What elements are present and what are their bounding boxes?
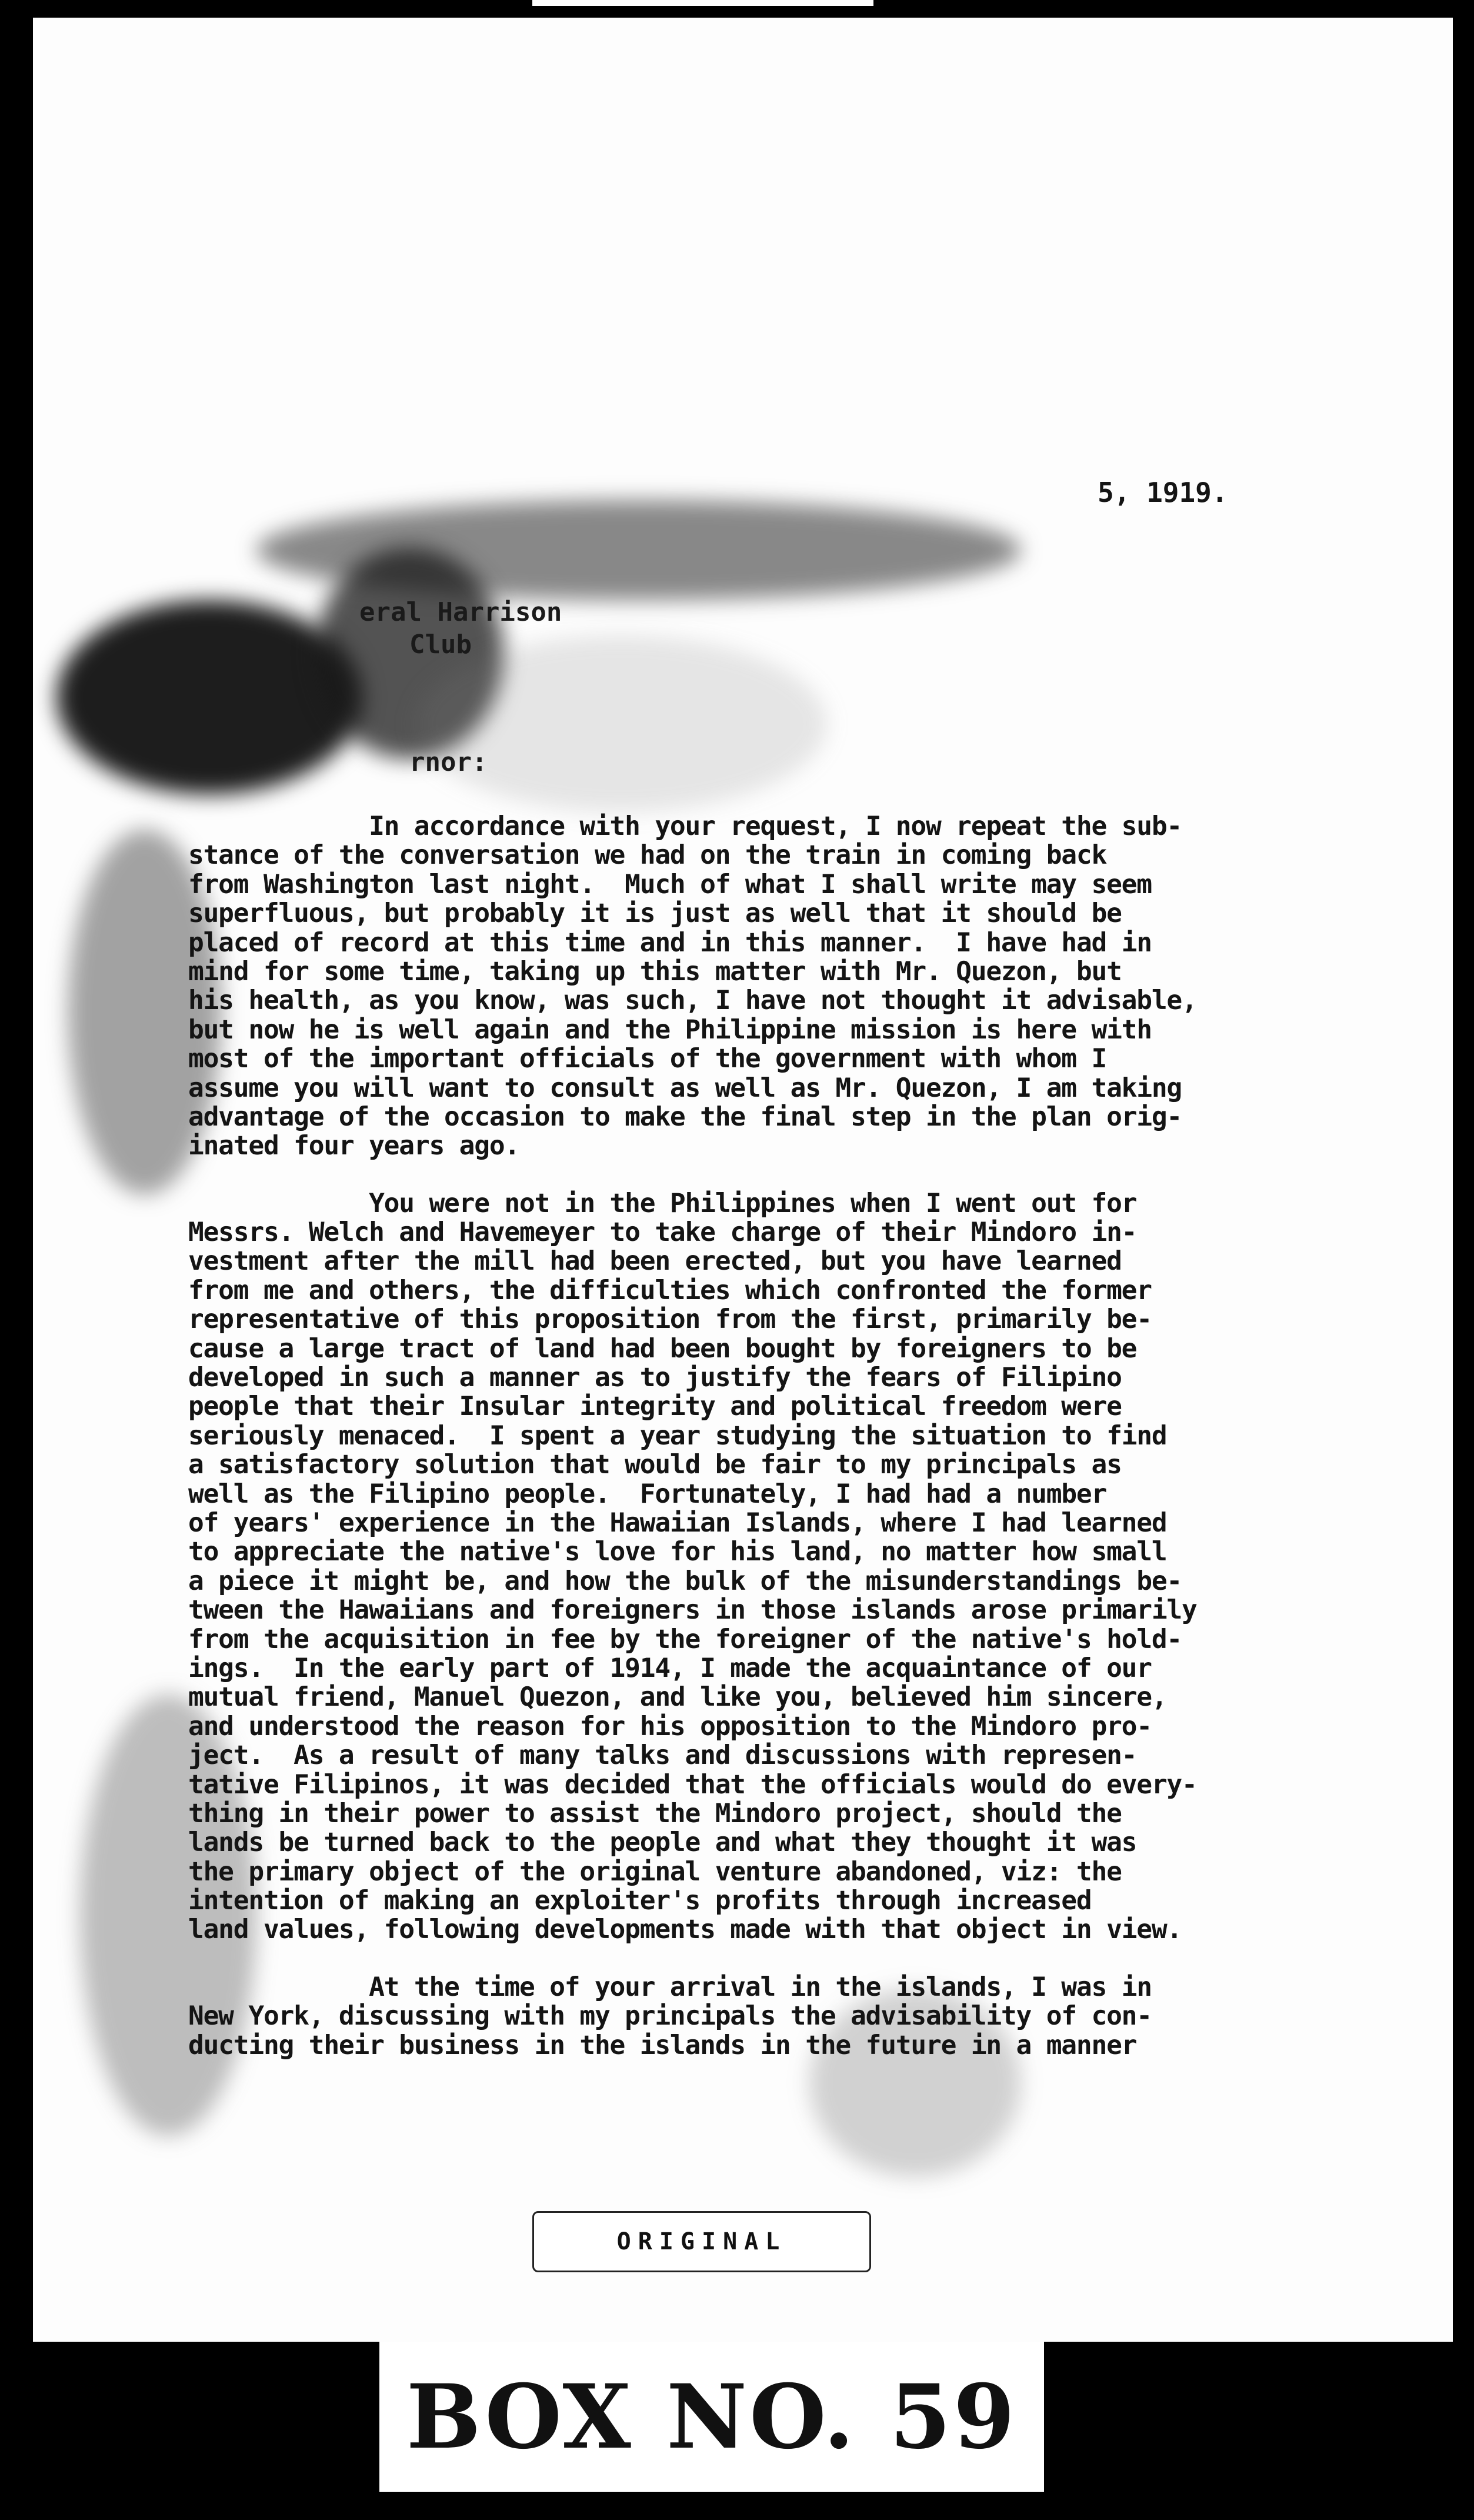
top-edge-strip xyxy=(532,0,873,6)
letter-line: lands be turned back to the people and what they thought it was xyxy=(188,1827,1137,1858)
letter-line: land values, following developments made with that object in view. xyxy=(188,1915,1182,1945)
salutation: rnor: xyxy=(409,747,488,777)
damage-stain xyxy=(56,600,362,794)
letter-line: mind for some time, taking up this matter with Mr. Quezon, but xyxy=(188,956,1122,987)
letter-body xyxy=(188,812,1370,2060)
letter-line: mutual friend, Manuel Quezon, and like you, believed him sincere, xyxy=(188,1682,1167,1713)
addressee-club: Club xyxy=(409,630,472,660)
damage-stain xyxy=(415,635,827,812)
letter-line: assume you will want to consult as well as Mr. Quezon, I am taking xyxy=(188,1073,1182,1103)
letter-line: Messrs. Welch and Havemeyer to take charge of their Mindoro in- xyxy=(188,1217,1137,1248)
document-page xyxy=(33,18,1453,2342)
letter-line: and understood the reason for his opposition to the Mindoro pro- xyxy=(188,1711,1152,1742)
letter-line: ings. In the early part of 1914, I made the acquaintance of our xyxy=(188,1653,1152,1683)
letter-line: advantage of the occasion to make the final step in the plan orig- xyxy=(188,1101,1182,1132)
letter-line: from the acquisition in fee by the foreigner of the native's hold- xyxy=(188,1624,1182,1655)
letter-line: the primary object of the original venture abandoned, viz: the xyxy=(188,1856,1122,1887)
letter-line: a piece it might be, and how the bulk of the misunderstandings be- xyxy=(188,1566,1182,1596)
paragraph-gap xyxy=(188,1945,1370,1973)
letter-line: but now he is well again and the Philippine mission is here with xyxy=(188,1014,1152,1045)
letter-line: inated four years ago. xyxy=(188,1131,520,1161)
letter-line: from me and others, the difficulties which confronted the former xyxy=(188,1275,1152,1306)
box-number-label: BOX NO. 59 xyxy=(379,2342,1044,2492)
letter-line: people that their Insular integrity and political freedom were xyxy=(188,1392,1122,1422)
letter-line: New York, discussing with my principals the advisability of con- xyxy=(188,2001,1152,2032)
letter-line: placed of record at this time and in this manner. I have had in xyxy=(188,927,1152,958)
letter-line: tative Filipinos, it was decided that the officials would do every- xyxy=(188,1769,1197,1800)
letter-line: of years' experience in the Hawaiian Islands, where I had learned xyxy=(188,1507,1167,1538)
letter-line: his health, as you know, was such, I have not thought it advisable, xyxy=(188,986,1197,1016)
letter-line: from Washington last night. Much of what I shall write may seem xyxy=(188,869,1152,900)
addressee-name: eral Harrison xyxy=(359,597,562,627)
letter-line: well as the Filipino people. Fortunately, I had had a number xyxy=(188,1479,1107,1509)
letter-line: thing in their power to assist the Mindoro project, should the xyxy=(188,1798,1122,1829)
letter-line: In accordance with your request, I now repeat the sub- xyxy=(188,811,1182,841)
letter-line: stance of the conversation we had on the train in coming back xyxy=(188,840,1107,871)
letter-line: most of the important officials of the government with whom I xyxy=(188,1044,1107,1074)
letter-line: cause a large tract of land had been bought by foreigners to be xyxy=(188,1333,1137,1364)
letter-line: developed in such a manner as to justify the fears of Filipino xyxy=(188,1363,1122,1393)
letter-line: At the time of your arrival in the islands, I was in xyxy=(188,1972,1152,2002)
letter-line: vestment after the mill had been erected, but you have learned xyxy=(188,1246,1122,1277)
original-stamp: ORIGINAL xyxy=(532,2211,871,2272)
letter-line: seriously menaced. I spent a year studying the situation to find xyxy=(188,1420,1167,1451)
letter-line: ducting their business in the islands in the future in a manner xyxy=(188,2030,1137,2060)
letter-line: to appreciate the native's love for his land, no matter how small xyxy=(188,1537,1167,1567)
letter-line: ject. As a result of many talks and discussions with represen- xyxy=(188,1740,1137,1771)
letter-line: tween the Hawaiians and foreigners in those islands arose primarily xyxy=(188,1595,1197,1626)
letter-line: intention of making an exploiter's profits through increased xyxy=(188,1886,1092,1916)
letter-line: representative of this proposition from the first, primarily be- xyxy=(188,1304,1152,1335)
letter-line: You were not in the Philippines when I went out for xyxy=(188,1188,1137,1219)
letter-line: superfluous, but probably it is just as well that it should be xyxy=(188,898,1122,929)
letter-line: a satisfactory solution that would be fair to my principals as xyxy=(188,1450,1122,1480)
paragraph-gap xyxy=(188,1161,1370,1189)
letter-date: 5, 1919. xyxy=(1098,477,1228,508)
